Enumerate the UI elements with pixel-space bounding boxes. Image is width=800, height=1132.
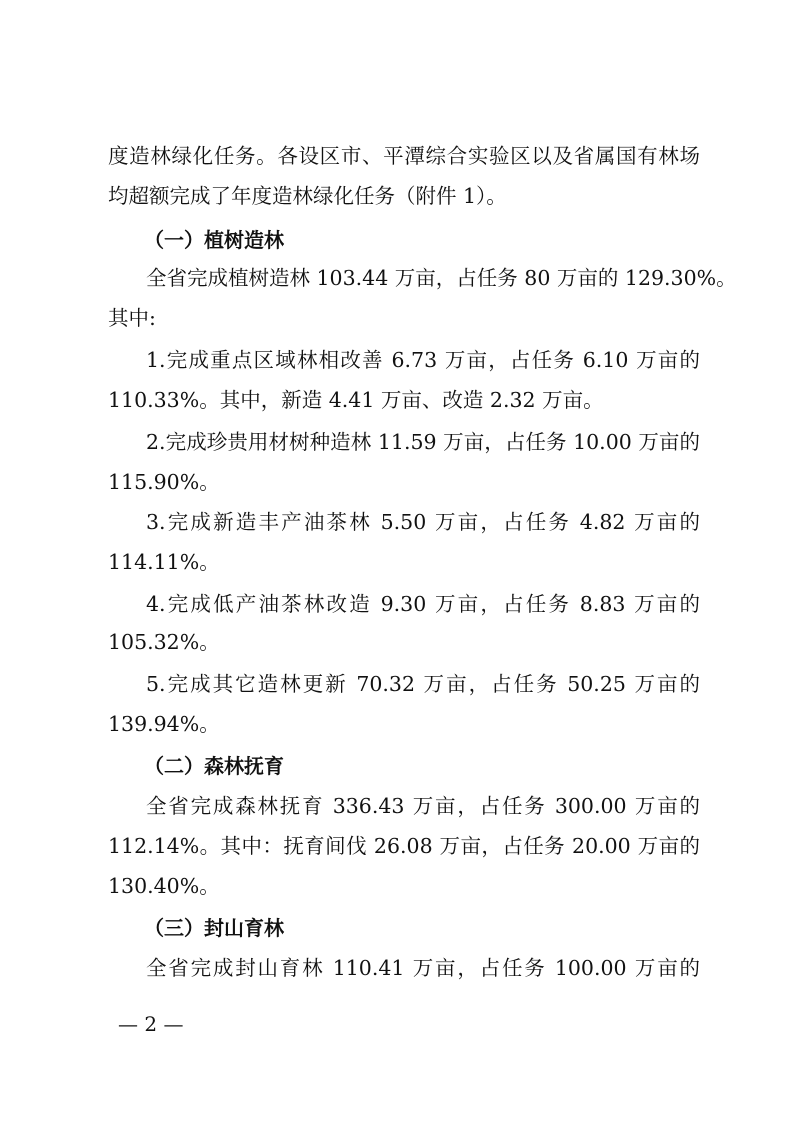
section-heading-3: （三）封山育林 (144, 916, 284, 940)
body-line: 度造林绿化任务。各设区市、平潭综合实验区以及省属国有林场 (108, 144, 700, 168)
body-line: 130.40%。 (108, 874, 220, 898)
body-line: 5.完成其它造林更新 70.32 万亩，占任务 50.25 万亩的 (146, 672, 700, 696)
body-line: 均超额完成了年度造林绿化任务（附件 1）。 (108, 184, 507, 208)
body-line: 114.11%。 (108, 550, 220, 574)
body-line: 3.完成新造丰产油茶林 5.50 万亩，占任务 4.82 万亩的 (146, 510, 700, 534)
body-line: 112.14%。其中：抚育间伐 26.08 万亩，占任务 20.00 万亩的 (108, 834, 700, 858)
body-line: 139.94%。 (108, 712, 220, 736)
page-number: — 2 — (118, 1012, 184, 1036)
body-line: 全省完成森林抚育 336.43 万亩，占任务 300.00 万亩的 (146, 794, 700, 818)
body-line: 115.90%。 (108, 470, 220, 494)
section-heading-2: （二）森林抚育 (144, 754, 284, 778)
body-line: 其中: (108, 306, 156, 330)
body-line: 110.33%。其中，新造 4.41 万亩、改造 2.32 万亩。 (108, 388, 604, 412)
body-line: 全省完成封山育林 110.41 万亩，占任务 100.00 万亩的 (146, 956, 700, 980)
body-line: 2.完成珍贵用材树种造林 11.59 万亩，占任务 10.00 万亩的 (146, 430, 700, 454)
body-line: 4.完成低产油茶林改造 9.30 万亩，占任务 8.83 万亩的 (146, 592, 700, 616)
body-line: 105.32%。 (108, 630, 220, 654)
body-line: 全省完成植树造林 103.44 万亩，占任务 80 万亩的 129.30%。 (146, 266, 737, 290)
body-line: 1.完成重点区域林相改善 6.73 万亩，占任务 6.10 万亩的 (146, 348, 700, 372)
section-heading-1: （一）植树造林 (144, 228, 284, 252)
